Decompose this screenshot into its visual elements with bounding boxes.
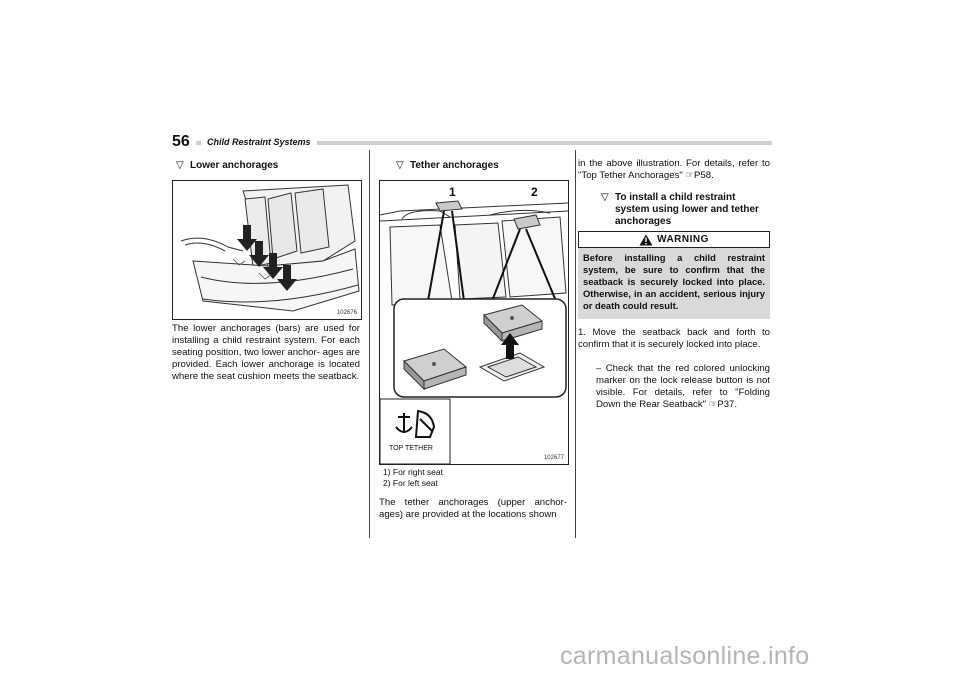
warning-box [578,231,770,319]
column-divider-right [575,150,576,538]
rear-seat-lower-anchor-illustration [173,181,361,319]
tether-anchorages-paragraph: The tether anchorages (upper anchor- ages) are provided at the locations shown [379,497,567,520]
figure-code: 102676 [336,310,357,316]
lower-anchorages-heading-text: Lower anchorages [190,160,279,171]
tether-reference-text: in the above illustration. For details, refer to "Top Tether Anchorages" ☞P58. [578,158,770,181]
install-heading-text: To install a child restraint system using lower and tether anchorages [615,192,759,227]
lower-anchorages-paragraph: The lower anchorages (bars) are used for installing a child restraint system. For each seating position, two lower anchor- ages are provided. Each lower anchorage is located where the seat cushion meets the seatback. [172,323,360,382]
warning-triangle-icon [639,234,653,246]
page-number: 56 [172,133,196,151]
tether-anchorages-heading [396,160,499,172]
triangle-marker-icon: ▽ [176,160,184,171]
lower-anchorages-heading [176,160,278,172]
rear-shelf-tether-illustration [380,181,568,464]
figure-captions [383,467,563,489]
step-1-text: 1. Move the seatback back and forth to confirm that it is securely locked into place. [578,327,770,350]
watermark: carmanualsonline.info [560,642,810,670]
callout-number-1: 1 [449,185,456,199]
callout-number-2: 2 [531,185,538,199]
tether-anchorages-heading-text: Tether anchorages [410,160,499,171]
triangle-marker-icon: ▽ [396,160,404,171]
figure-code: 102677 [543,455,564,461]
section-title: Child Restraint Systems [201,137,317,147]
install-heading [601,192,766,228]
lower-anchorages-figure [172,180,362,320]
triangle-marker-icon: ▽ [601,192,609,203]
caption-right-seat: 1) For right seat [383,467,443,477]
step-1-note: – Check that the red colored unlocking marker on the lock release button is not visible. For details, refer to "Folding Down the Rear Seatback" ☞P37. [596,363,770,410]
warning-text: Before installing a child restraint system, be sure to confirm that the seatback is securely locked into place. Otherwise, in an accident, serious injury or death could result. [583,252,765,311]
tether-anchorages-figure [379,180,569,465]
warning-title: WARNING [657,234,709,245]
caption-left-seat: 2) For left seat [383,478,438,488]
column-divider-left [369,150,370,538]
top-tether-label: TOP TETHER [389,445,433,452]
warning-header [578,231,770,248]
